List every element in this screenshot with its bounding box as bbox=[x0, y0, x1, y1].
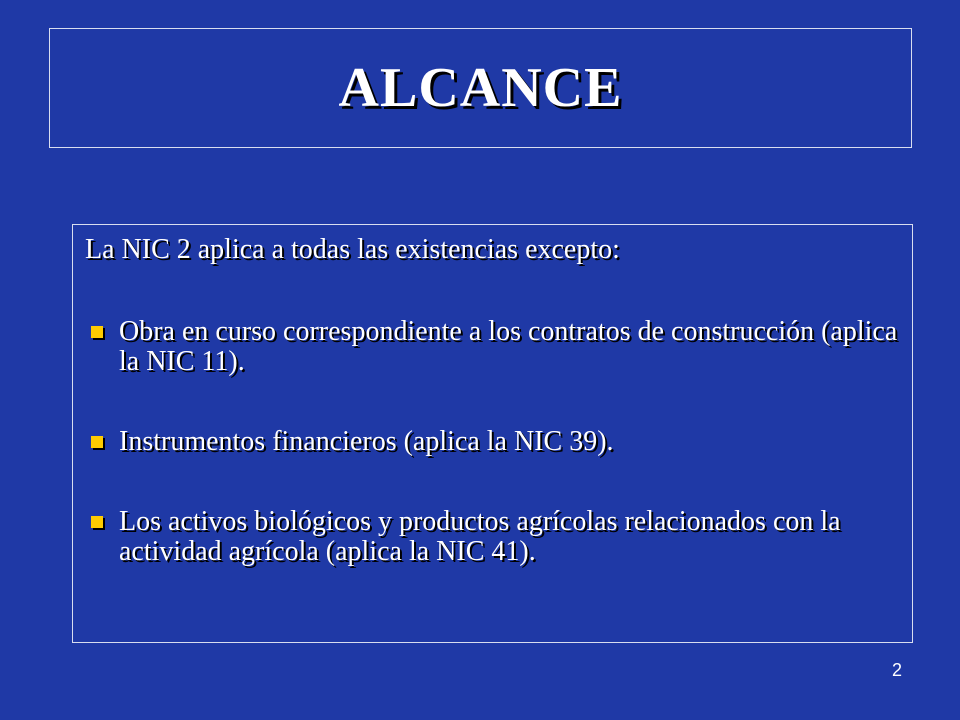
bullet-text-3: Los activos biológicos y productos agrícolas relacionados con la actividad agrícola (aplica la NIC 41). bbox=[119, 506, 841, 567]
square-bullet-icon bbox=[91, 516, 103, 528]
square-bullet-icon bbox=[91, 436, 103, 448]
bullet-text-2: Instrumentos financieros (aplica la NIC 39). bbox=[119, 426, 614, 457]
bullet-item-3 bbox=[85, 507, 898, 567]
content-box bbox=[72, 224, 913, 643]
page-number: 2 bbox=[891, 660, 902, 680]
bullet-text-1: Obra en curso correspondiente a los contratos de construcción (aplica la NIC 11). bbox=[119, 316, 898, 377]
square-bullet-icon bbox=[91, 326, 103, 338]
bullet-item-2 bbox=[85, 427, 898, 457]
bullet-list bbox=[85, 317, 898, 567]
bullet-item-1 bbox=[85, 317, 898, 377]
slide-title: ALCANCE bbox=[338, 57, 623, 119]
title-box bbox=[49, 28, 912, 148]
intro-text: La NIC 2 aplica a todas las existencias excepto: bbox=[85, 234, 620, 265]
